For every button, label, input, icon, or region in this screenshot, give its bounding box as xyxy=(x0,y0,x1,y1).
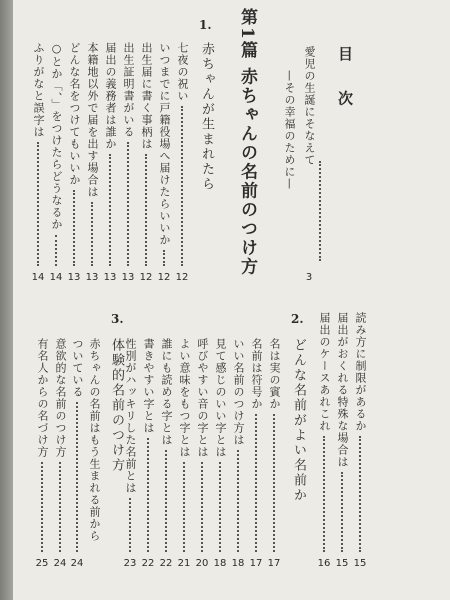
ch2-item-0: 名は実の賓か xyxy=(268,338,281,410)
leader-dots xyxy=(237,450,239,552)
leader-dots xyxy=(127,142,129,266)
ch1-page-1: 12 xyxy=(157,272,171,283)
ch1-item-7: ○とか「、」をつけたらどうなるか xyxy=(50,42,63,231)
intro-page: 3 xyxy=(305,272,313,283)
ch2-page-8: 23 xyxy=(123,558,137,569)
ch2-page-1: 17 xyxy=(249,558,263,569)
ch2-top-page-1: 15 xyxy=(335,558,349,569)
chapter-2-number: 2. xyxy=(291,312,304,326)
leader-dots xyxy=(59,462,61,552)
ch1-page-0: 12 xyxy=(175,272,189,283)
leader-dots xyxy=(55,235,57,267)
leader-dots xyxy=(129,498,131,552)
ch2-item-8: 性別がハッキリした名前とは xyxy=(124,338,137,494)
ch2-top-page-0: 15 xyxy=(353,558,367,569)
chapter-1-title: 赤ちゃんが生まれたら xyxy=(199,42,214,192)
ch2-page-4: 20 xyxy=(195,558,209,569)
ch3-item-0: 赤ちゃんの名前はもう生まれる前から xyxy=(88,338,101,542)
leader-dots xyxy=(165,450,167,552)
ch3-page-0: 24 xyxy=(70,558,84,569)
ch2-top-item-1: 届出がおくれる特殊な場合は xyxy=(336,312,349,468)
ch2-item-4: 呼びやすい音の字とは xyxy=(196,338,209,458)
leader-dots xyxy=(73,190,75,266)
ch3-item-2: 有名人からの名づけ方 xyxy=(36,338,49,458)
ch2-item-1: 名前は符号か xyxy=(250,338,263,410)
intro-dots xyxy=(307,158,323,261)
chapter-1-number: 1. xyxy=(199,18,212,32)
chapter-3-number: 3. xyxy=(111,312,124,326)
ch1-item-5: 本籍地以外で届を出す場合は xyxy=(86,42,99,198)
ch2-page-7: 22 xyxy=(141,558,155,569)
leader-dots xyxy=(181,106,183,266)
ch2-item-7: 書きやすい字とは xyxy=(142,338,155,434)
ch1-page-7: 14 xyxy=(49,272,63,283)
leader-dots xyxy=(109,154,111,266)
ch1-page-6: 13 xyxy=(67,272,81,283)
leader-dots xyxy=(91,202,93,266)
ch3-page-1: 24 xyxy=(53,558,67,569)
ch2-page-0: 17 xyxy=(267,558,281,569)
ch3-page-2: 25 xyxy=(35,558,49,569)
ch1-item-8: ふりがなと誤字は xyxy=(32,42,45,138)
leader-dots xyxy=(41,462,43,552)
ch1-page-3: 13 xyxy=(121,272,135,283)
ch1-page-5: 13 xyxy=(85,272,99,283)
leader-dots xyxy=(145,154,147,266)
leader-dots xyxy=(183,462,185,552)
ch2-item-2: いい名前のつけ方は xyxy=(232,338,245,446)
book-spine-shadow xyxy=(0,0,13,600)
ch1-page-4: 13 xyxy=(103,272,117,283)
ch3-item-1: 意欲的な名前のつけ方 xyxy=(54,338,67,458)
intro-title: 愛児の生誕にそなえて xyxy=(303,46,316,166)
ch1-item-3: 出生証明書がいる xyxy=(122,42,135,138)
leader-dots xyxy=(147,438,149,552)
leader-dots xyxy=(273,414,275,552)
ch1-page-8: 14 xyxy=(31,272,45,283)
ch1-item-0: 七夜の祝い xyxy=(176,42,189,102)
ch1-item-4: 届出の義務者は誰か xyxy=(104,42,117,150)
leader-dots xyxy=(76,402,78,552)
intro-subtitle: —その幸福のために— xyxy=(283,70,296,190)
leader-dots xyxy=(359,436,361,552)
ch2-item-3: 見て感じのいい字とは xyxy=(214,338,227,458)
leader-dots xyxy=(323,436,325,552)
chapter-3-title: 体験的名前のつけ方 xyxy=(109,338,124,473)
ch2-page-5: 21 xyxy=(177,558,191,569)
ch2-item-5: よい意味をもつ字とは xyxy=(178,338,191,458)
toc-heading: 目 次 xyxy=(336,46,354,118)
ch1-item-2: 出生届に書く事柄は xyxy=(140,42,153,150)
ch2-item-6: 誰にも読める字とは xyxy=(160,338,173,446)
leader-dots xyxy=(219,462,221,552)
ch2-page-2: 18 xyxy=(231,558,245,569)
ch1-item-1: いつまでに戸籍役場へ届けたらいいか xyxy=(158,42,171,246)
ch2-page-3: 18 xyxy=(213,558,227,569)
ch1-item-6: どんな名をつけてもいいか xyxy=(68,42,81,186)
ch3-item-0-cont: ついている xyxy=(71,338,84,398)
ch2-top-item-2: 届出のケースあれこれ xyxy=(318,312,331,432)
leader-dots xyxy=(201,462,203,552)
leader-dots xyxy=(341,472,343,552)
ch2-top-item-0: 読み方に制限があるか xyxy=(354,312,367,432)
ch2-page-6: 22 xyxy=(159,558,173,569)
chapter-2-title: どんな名前がよい名前か xyxy=(291,338,306,503)
part-title: 第1篇 赤ちゃんの名前のつけ方 xyxy=(237,8,257,277)
leader-dots xyxy=(163,250,165,266)
leader-dots xyxy=(37,142,39,266)
ch1-page-2: 12 xyxy=(139,272,153,283)
ch2-top-page-2: 16 xyxy=(317,558,331,569)
leader-dots xyxy=(255,414,257,552)
